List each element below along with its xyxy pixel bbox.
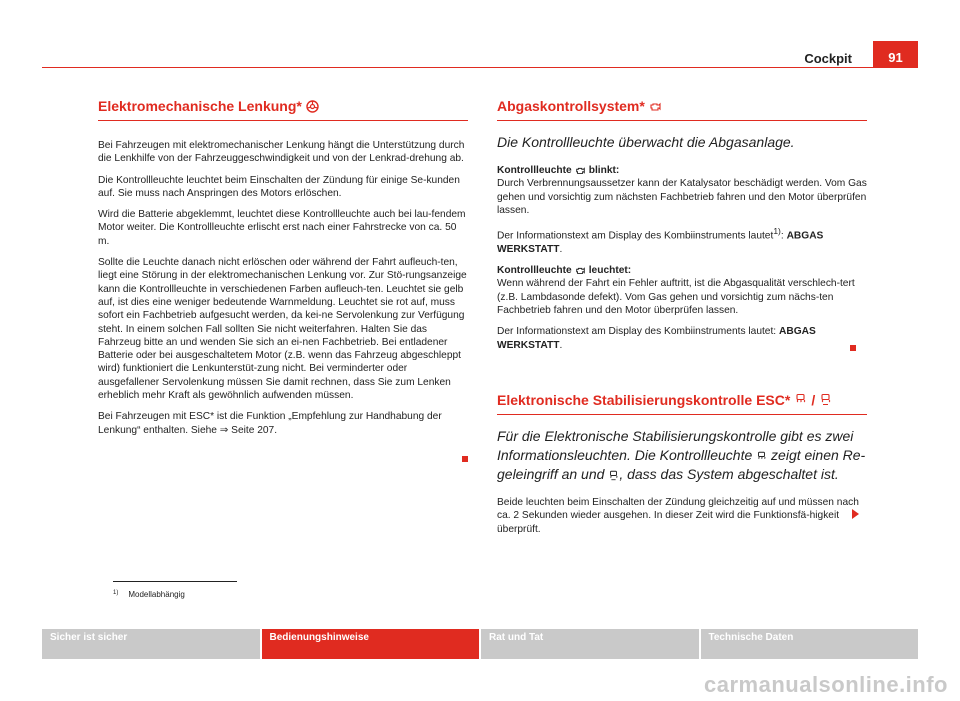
- abgas-blinkt-label-pre: Kontrollleuchte: [497, 165, 572, 176]
- lenkung-paragraph-2: Die Kontrollleuchte leuchtet beim Einschalten der Zündung für einige Se-kunden auf. Sie muss nach Anspringen des Motors erlöschen.: [98, 174, 460, 199]
- footnote-reference: 1): [773, 226, 781, 237]
- abgas-info-1-display-text: ABGAS WERKSTATT: [497, 230, 824, 255]
- esc-lead-part-3: , dass das System abgeschaltet ist.: [619, 465, 839, 482]
- chapter-tab-rat[interactable]: Rat und Tat: [481, 629, 699, 659]
- steering-warning-icon: [306, 100, 319, 113]
- footnote-mark: 1): [113, 590, 119, 596]
- esc-lead-part-2: zeigt einen Re-geleingriff an und: [497, 446, 866, 482]
- engine-check-icon: [649, 100, 662, 113]
- watermark: carmanualsonline.info: [704, 672, 948, 697]
- chapter-tab-bedienung[interactable]: Bedienungshinweise: [262, 629, 480, 659]
- abgas-info-1-end: .: [559, 243, 563, 255]
- section-heading-abgas-text: Abgaskontrollsystem*: [497, 98, 645, 114]
- abgas-info-1: [497, 225, 867, 256]
- abgas-info-2-pre: Der Informationstext am Display des Kombiinstruments lautet:: [497, 326, 777, 338]
- esc-skid-icon: [756, 451, 767, 462]
- section-end-marker: [850, 345, 856, 351]
- right-column: [497, 98, 867, 544]
- abgas-info-1-colon: :: [780, 230, 784, 242]
- abgas-info-1-pre: Der Informationstext am Display des Kombiinstruments lautet: [497, 230, 774, 242]
- section-heading-esc-separator: /: [811, 391, 816, 408]
- abgas-info-2: [497, 325, 867, 352]
- running-header-title: Cockpit: [804, 51, 852, 66]
- section-heading-esc-text: Elektronische Stabilisierungskontrolle ESC*: [497, 391, 791, 408]
- footnote-divider: [113, 581, 237, 582]
- lenkung-paragraph-4: Sollte die Leuchte danach nicht erlöschen oder während der Fahrt aufleuch-ten, liegt eine Störung in der elektromechanischen Lenkung vor. Zur Stö-rungsanzeige kann die Kontrollleuchte in verschiedenen Farben aufleuch-ten. Leuchtet sie gelb auf, ist dies eine weniger bedeutende Warnmeldung. Leuchtet sie rot auf, muss sofort ein Fachbetrieb aufgesucht werden, da kei-ne Servolenkung zur Verfügung steht. In einem solchen Fall sollten Sie nicht weiterfahren. Halten Sie das Fahrzeug bitte an und wenden Sie sich an ei-nen Fachbetrieb. Bei entladener Batterie oder bei ausgeschaltetem Motor (z.B. wenn das Fahrzeug abgeschleppt wird) funktioniert die Lenkunterstüt-zung nicht. Bei verminderter oder ausgefallener Servolenkung müssen Sie damit rechnen, dass Sie zum Lenken erheblich mehr Kraft als gewöhnlich aufwenden müssen.: [98, 257, 467, 402]
- section-heading-lenkung: [98, 98, 468, 121]
- esc-lead-part-1: Für die Elektronische Stabilisierungskontrolle gibt es zwei Informationsleuchten. Die Kontrollleuchte: [497, 427, 854, 463]
- esc-skid-icon: [794, 393, 807, 406]
- section-heading-lenkung-text: Elektromechanische Lenkung*: [98, 98, 302, 114]
- chapter-tab-technik[interactable]: Technische Daten: [701, 629, 919, 659]
- abgas-lead: Die Kontrollleuchte überwacht die Abgasanlage.: [497, 134, 795, 150]
- continue-arrow-icon: [852, 509, 859, 519]
- header-divider: [42, 67, 918, 68]
- lenkung-paragraph-5: Bei Fahrzeugen mit ESC* ist die Funktion „Empfehlung zur Handhabung der Lenkung“ enthalten. Siehe ⇒ Seite 207.: [98, 411, 442, 436]
- abgas-leuchtet-text: Wenn während der Fahrt ein Fehler auftritt, ist die Abgasqualität verschlech-tert (z.B. Lambdasonde defekt). Vom Gas gehen und vorsichtig zum nächs-ten Fachbetrieb fahren und den Motor überprüfen lassen.: [497, 278, 855, 317]
- lenkung-paragraph-1: Bei Fahrzeugen mit elektromechanischer Lenkung hängt die Unterstützung durch die Lenkhilfe von der Fahrzeuggeschwindigkeit und von der Lenkrad-drehung ab.: [98, 140, 465, 165]
- abgas-blinkt-label: [497, 164, 867, 177]
- abgas-leuchtet-label: [497, 264, 867, 277]
- abgas-leuchtet-label-post: leuchtet:: [588, 265, 632, 277]
- abgas-info-2-end: .: [559, 339, 563, 351]
- section-heading-esc: [497, 392, 867, 415]
- esc-lead: [497, 427, 867, 484]
- lenkung-paragraph-3: Wird die Batterie abgeklemmt, leuchtet diese Kontrollleuchte auch bei lau-fendem Motor weiter. Die Kontrollleuchte erlischt erst nach einer Fahrstrecke von ca. 50 m.: [98, 209, 466, 247]
- footnote-text: Modellabhängig: [128, 590, 185, 599]
- abgas-leuchtet-label-pre: Kontrollleuchte: [497, 265, 572, 277]
- engine-check-icon: [575, 265, 586, 276]
- engine-check-icon: [575, 165, 586, 176]
- esc-off-icon: [608, 470, 619, 481]
- esc-body: Beide leuchten beim Einschalten der Zündung gleichzeitig auf und müssen nach ca. 2 Sekunden wieder ausgehen. In dieser Zeit wird die Funktionsfä-higkeit überprüft.: [497, 496, 859, 535]
- esc-off-icon: [819, 393, 832, 406]
- page-number-badge: 91: [873, 41, 918, 67]
- chapter-nav: [42, 629, 918, 659]
- abgas-blinkt-text: Durch Verbrennungsaussetzer kann der Katalysator beschädigt werden. Vom Gas gehen und vorsichtig zum nächsten Fachbetrieb fahren und den Motor überprüfen lassen.: [497, 178, 867, 216]
- chapter-tab-sicher[interactable]: Sicher ist sicher: [42, 629, 260, 659]
- section-end-marker: [462, 456, 468, 462]
- section-heading-abgas: [497, 98, 867, 121]
- left-column: [98, 98, 468, 445]
- footnote: [113, 590, 185, 599]
- abgas-info-2-display-text: ABGAS WERKSTATT: [497, 326, 816, 351]
- abgas-blinkt-label-post: blinkt:: [588, 165, 620, 176]
